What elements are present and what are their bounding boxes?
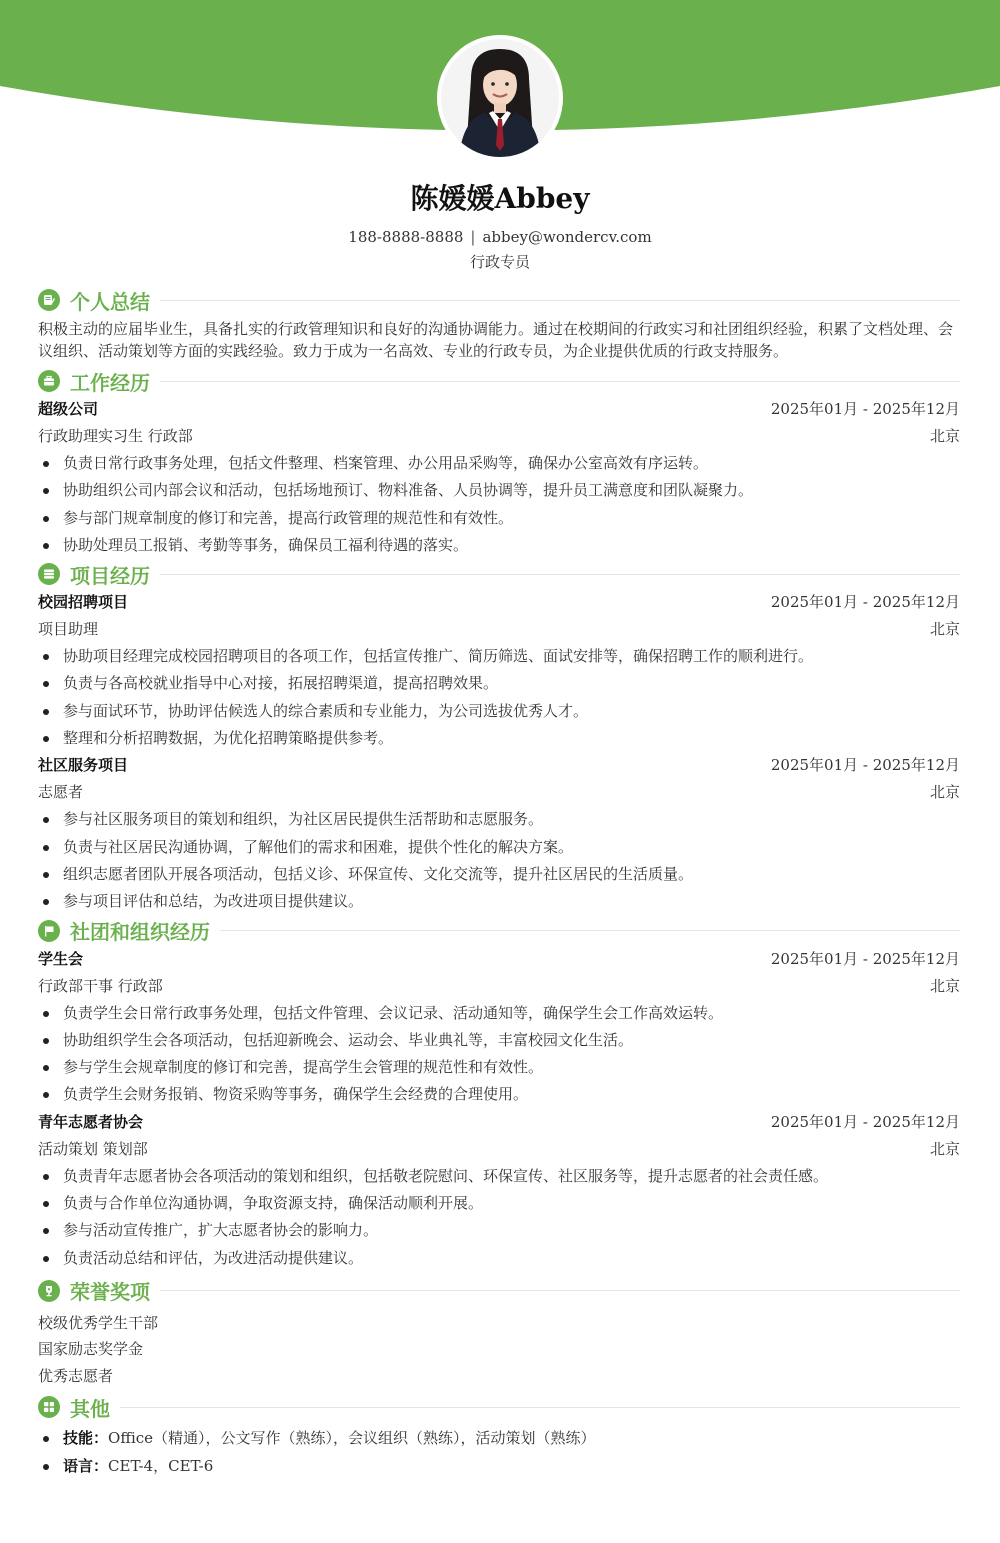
entry-position: 行政部干事 行政部 (38, 976, 163, 995)
section-other-title: 其他 (70, 1396, 110, 1421)
bullet-item: 协助项目经理完成校园招聘项目的各项工作，包括宣传推广、简历筛选、面试安排等，确保招聘工作的顺利进行。 (63, 643, 960, 670)
entry-position: 活动策划 策划部 (38, 1139, 148, 1158)
entry-location: 北京 (929, 783, 960, 802)
skills-value: Office（精通），公文写作（熟练），会议组织（熟练），活动策划（熟练） (108, 1429, 596, 1448)
entry-date: 2025年01月 - 2025年12月 (770, 756, 960, 775)
phone-number: 188-8888-8888 (348, 228, 464, 246)
bullet-item: 参与部门规章制度的修订和完善，提高行政管理的规范性和有效性。 (63, 505, 960, 532)
entry-org: 青年志愿者协会 (38, 1112, 144, 1131)
work-entry (38, 396, 960, 559)
bullet-item: 参与活动宣传推广，扩大志愿者协会的影响力。 (63, 1217, 960, 1244)
contact-line (0, 228, 1000, 246)
entry-location: 北京 (929, 427, 960, 445)
language-item (63, 1453, 960, 1480)
entry-date: 2025年01月 - 2025年12月 (770, 1112, 960, 1131)
trophy-icon (38, 1280, 60, 1302)
section-divider (220, 930, 960, 931)
section-awards-header (38, 1276, 960, 1306)
summary-text: 积极主动的应届毕业生，具备扎实的行政管理知识和良好的沟通协调能力。通过在校期间的行政实习和社团组织经验，积累了文档处理、会议组织、活动策划等方面的实践经验。致力于成为一名高效、专业的行政专员，为企业提供优质的行政支持服务。 (38, 320, 954, 360)
section-work-header (38, 366, 960, 396)
resume-body (38, 285, 960, 1480)
section-awards-title: 荣誉奖项 (70, 1280, 150, 1305)
bullet-item: 负责日常行政事务处理，包括文件整理、档案管理、办公用品采购等，确保办公室高效有序运转。 (63, 450, 960, 477)
entry-date: 2025年01月 - 2025年12月 (770, 949, 960, 968)
entry-org: 校园招聘项目 (38, 593, 129, 612)
bullet-item: 负责与社区居民沟通协调，了解他们的需求和困难，提供个性化的解决方案。 (63, 834, 960, 861)
grid-icon (38, 1396, 60, 1418)
entry-position: 志愿者 (38, 783, 84, 802)
job-title: 行政专员 (469, 253, 530, 271)
bullet-item: 负责青年志愿者协会各项活动的策划和组织，包括敬老院慰问、环保宣传、社区服务等，提升志愿者的社会责任感。 (63, 1163, 960, 1190)
entry-location: 北京 (929, 976, 960, 995)
project-entry (38, 752, 960, 915)
skills-label: 技能： (63, 1429, 109, 1448)
bullet-item: 参与项目评估和总结，为改进项目提供建议。 (63, 888, 960, 915)
avatar (437, 35, 563, 161)
section-divider (160, 300, 960, 301)
bullet-item: 整理和分析招聘数据，为优化招聘策略提供参考。 (63, 725, 960, 752)
entry-date: 2025年01月 - 2025年12月 (770, 593, 960, 612)
award-item: 优秀志愿者 (38, 1366, 114, 1385)
briefcase-icon (38, 370, 60, 392)
entry-location: 北京 (929, 1139, 960, 1158)
pencil-note-icon (38, 289, 60, 311)
bullet-item: 负责与合作单位沟通协调，争取资源支持，确保活动顺利开展。 (63, 1190, 960, 1217)
language-label: 语言： (63, 1456, 109, 1475)
email-address: abbey@wondercv.com (482, 228, 652, 246)
bullet-item: 协助组织公司内部会议和活动，包括场地预订、物料准备、人员协调等，提升员工满意度和团队凝聚力。 (63, 477, 960, 504)
bullet-item: 参与社区服务项目的策划和组织，为社区居民提供生活帮助和志愿服务。 (63, 806, 960, 833)
section-projects-title: 项目经历 (70, 563, 150, 588)
entry-position: 项目助理 (38, 620, 99, 639)
bullet-item: 负责学生会财务报销、物资采购等事务，确保学生会经费的合理使用。 (63, 1081, 960, 1108)
award-item: 国家励志奖学金 (38, 1340, 144, 1359)
bullet-item: 负责与各高校就业指导中心对接，拓展招聘渠道，提高招聘效果。 (63, 670, 960, 697)
bullet-item: 参与面试环节，协助评估候选人的综合素质和专业能力，为公司选拔优秀人才。 (63, 698, 960, 725)
bullet-item: 负责学生会日常行政事务处理，包括文件管理、会议记录、活动通知等，确保学生会工作高效运转。 (63, 1000, 960, 1027)
bullet-item: 协助处理员工报销、考勤等事务，确保员工福利待遇的落实。 (63, 532, 960, 559)
club-entry (38, 1109, 960, 1272)
project-entry (38, 589, 960, 752)
award-item: 校级优秀学生干部 (38, 1313, 159, 1332)
stack-icon (38, 563, 60, 585)
club-entry (38, 946, 960, 1109)
section-divider (120, 1407, 960, 1408)
entry-org: 社区服务项目 (38, 756, 129, 775)
section-other-header (38, 1392, 960, 1422)
contact-separator: | (470, 228, 476, 246)
candidate-name: 陈媛媛Abbey (410, 182, 590, 215)
bullet-item: 组织志愿者团队开展各项活动，包括义诊、环保宣传、文化交流等，提升社区居民的生活质量。 (63, 861, 960, 888)
section-summary-title: 个人总结 (70, 289, 150, 314)
section-work-title: 工作经历 (70, 370, 150, 395)
section-projects-header (38, 559, 960, 589)
section-divider (160, 381, 960, 382)
section-divider (160, 1290, 960, 1291)
section-summary-header (38, 285, 960, 315)
entry-date: 2025年01月 - 2025年12月 (770, 400, 960, 418)
entry-position: 行政助理实习生 行政部 (38, 427, 193, 445)
bullet-item: 协助组织学生会各项活动，包括迎新晚会、运动会、毕业典礼等，丰富校园文化生活。 (63, 1027, 960, 1054)
entry-org: 学生会 (38, 949, 84, 968)
section-clubs-header (38, 916, 960, 946)
skills-item (63, 1425, 960, 1452)
bullet-item: 参与学生会规章制度的修订和完善，提高学生会管理的规范性和有效性。 (63, 1054, 960, 1081)
section-clubs-title: 社团和组织经历 (70, 920, 210, 945)
flag-icon (38, 920, 60, 942)
entry-location: 北京 (929, 620, 960, 639)
section-divider (160, 574, 960, 575)
entry-org: 超级公司 (38, 400, 99, 418)
language-value: CET-4，CET-6 (108, 1456, 214, 1475)
bullet-item: 负责活动总结和评估，为改进活动提供建议。 (63, 1245, 960, 1272)
